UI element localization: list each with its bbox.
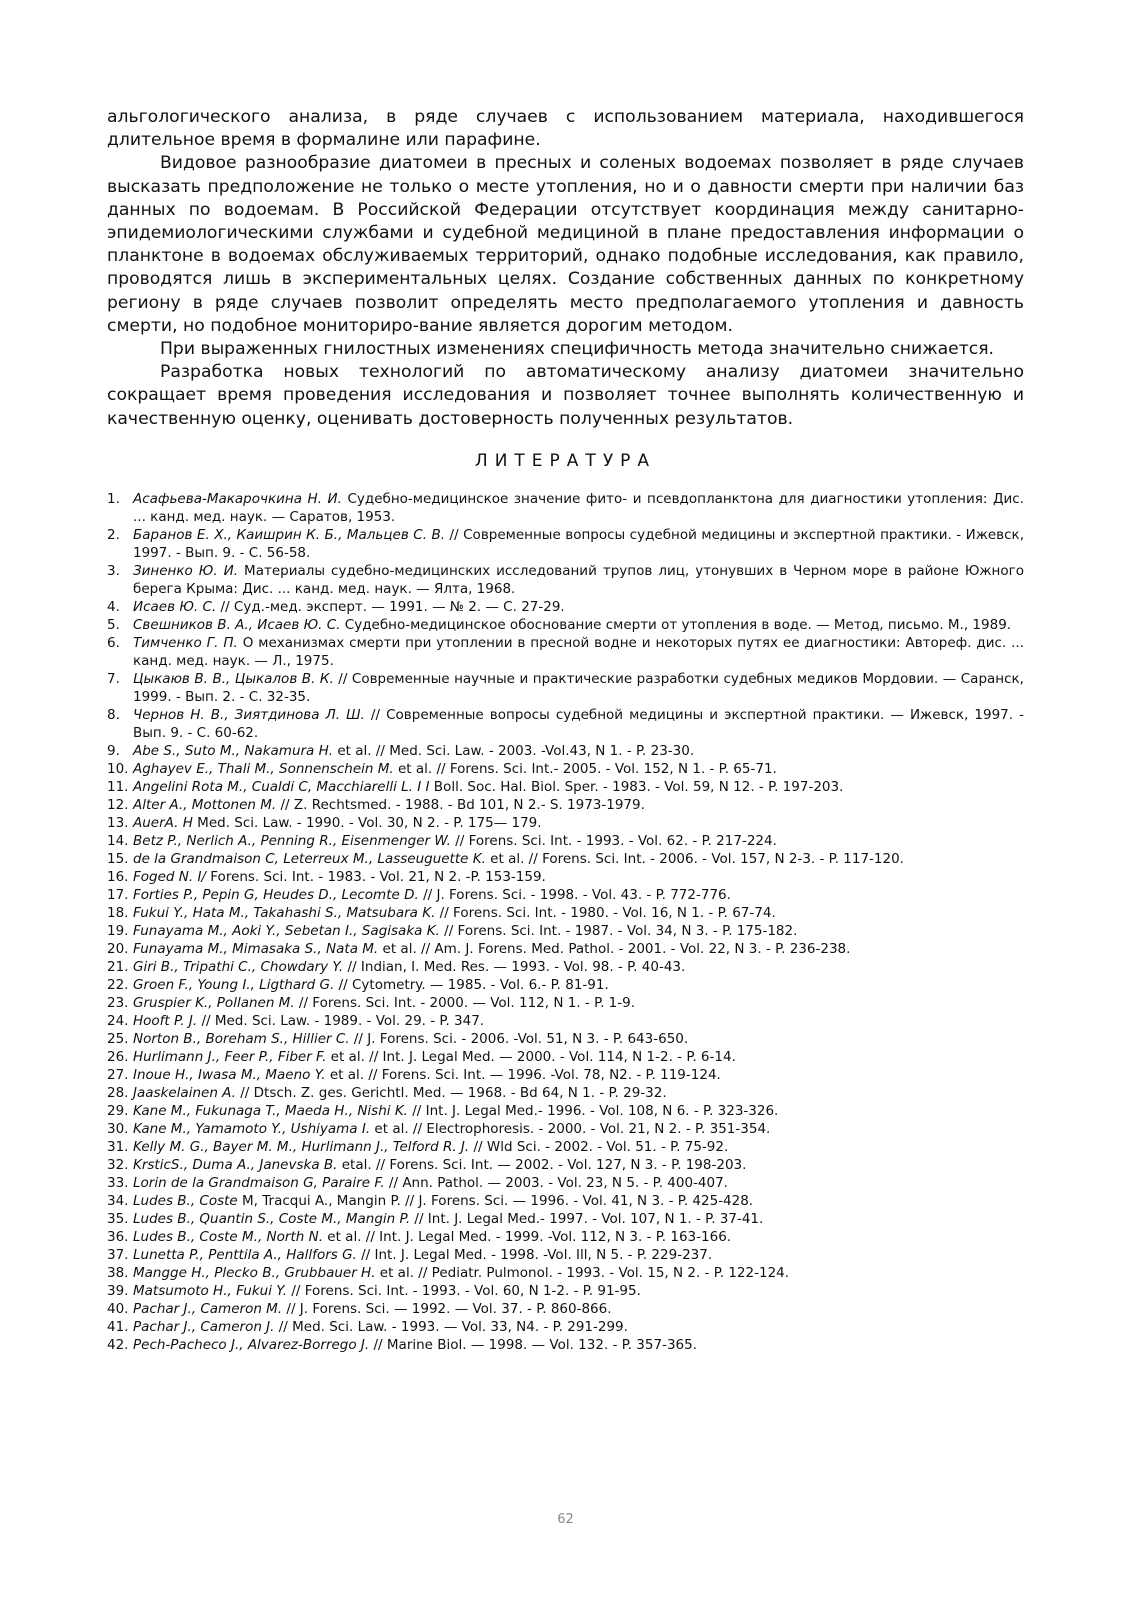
reference-number: 11. — [107, 778, 129, 795]
reference-text — [133, 796, 1024, 814]
reference-authors: Чернов Н. В., Зиятдинова Л. Ш. — [133, 706, 365, 723]
reference-source: // Современные вопросы судебной медицины и экспертной практики. — Ижевск, 1997. - Вып. 9. - С. 60-62. — [133, 706, 1025, 741]
reference-number: 12. — [107, 796, 129, 813]
reference-source: et al. // Med. Sci. Law. - 2003. -Vol.43, N 1. - P. 23-30. — [333, 742, 695, 759]
reference-text — [133, 886, 1024, 904]
reference-item — [107, 904, 1024, 922]
reference-text — [133, 1174, 1024, 1192]
reference-number: 40. — [107, 1300, 129, 1317]
reference-number: 16. — [107, 868, 129, 885]
reference-text — [133, 1030, 1024, 1048]
reference-item — [107, 598, 1024, 616]
reference-item — [107, 796, 1024, 814]
reference-source: О механизмах смерти при утоплении в пресной водне и некоторых путях ее диагностики: Автореф. дис. ... канд. мед. наук. — Л., 1975. — [133, 634, 1024, 669]
reference-number: 22. — [107, 976, 129, 993]
reference-authors: Jaaskelainen A. — [133, 1084, 236, 1101]
paragraph: Разработка новых технологий по автоматическому анализу диатомеи значительно сокращает время проведения исследования и позволяет точнее выполнять количественную и качественную оценку, оценивать достоверность полученных результатов. — [107, 362, 1024, 429]
reference-authors: Norton B., Boreham S., Hillier C. — [133, 1030, 350, 1047]
reference-source: Материалы судебно-медицинских исследований трупов лиц, утонувших в Черном море в районе Южного берега Крыма: Дис. ... канд. мед. наук. — Ялта, 1968. — [133, 562, 1024, 597]
reference-text — [133, 1102, 1024, 1120]
reference-number: 4. — [107, 598, 120, 615]
reference-source: et al. // Forens. Sci. Int.- 2005. - Vol. 152, N 1. - P. 65-71. — [393, 760, 777, 777]
reference-item — [107, 562, 1024, 598]
reference-number: 18. — [107, 904, 129, 921]
reference-item — [107, 976, 1024, 994]
reference-text — [133, 778, 1024, 796]
reference-authors: Forties P., Pepin G, Heudes D., Lecomte D. — [133, 886, 419, 903]
reference-text — [133, 814, 1024, 832]
reference-number: 41. — [107, 1318, 129, 1335]
reference-text — [133, 1210, 1024, 1228]
reference-authors: Inoue H., Iwasa M., Maeno Y. — [133, 1066, 326, 1083]
reference-source: // Forens. Sci. Int. - 1993. - Vol. 60, N 1-2. - P. 91-95. — [287, 1282, 641, 1299]
reference-source: // Wld Sci. - 2002. - Vol. 51. - P. 75-92. — [469, 1138, 729, 1155]
reference-item — [107, 1030, 1024, 1048]
reference-number: 15. — [107, 850, 129, 867]
reference-item — [107, 634, 1024, 670]
reference-authors: Ludes B., Coste M., North N. — [133, 1228, 323, 1245]
reference-authors: Pachar J., Cameron J. — [133, 1318, 275, 1335]
reference-authors: Groen F., Young I., Ligthard G. — [133, 976, 335, 993]
reference-authors: Цыкаюв В. В., Цыкалов В. К. — [133, 670, 334, 687]
reference-text — [133, 1282, 1024, 1300]
reference-item — [107, 706, 1024, 742]
paragraph: Видовое разнообразие диатомеи в пресных и соленых водоемах позволяет в ряде случаев высказать предположение не только о месте утопления, но и о давности смерти при наличии баз данных по водоемам. В Российской Федерации отсутствует координация между санитарно-эпидемиологическими службами и судебной медициной в плане предоставления информации о планктоне в водоемах обслуживаемых территорий, однако подобные исследования, как правило, проводятся лишь в экспериментальных целях. Создание собственных данных по конкретному региону в ряде случаев позволит определять место предполагаемого утопления и давность смерти, но подобное мониториро-вание является дорогим методом. — [107, 153, 1024, 336]
reference-authors: Баранов Е. Х., Каишрин К. Б., Мальцев С. В. — [133, 526, 446, 543]
page-body — [107, 106, 1024, 1354]
reference-authors: Ludes B., Quantin S., Coste M., Mangin P. — [133, 1210, 411, 1227]
reference-number: 34. — [107, 1192, 129, 1209]
reference-item — [107, 994, 1024, 1012]
reference-text — [133, 1336, 1024, 1354]
reference-number: 31. — [107, 1138, 129, 1155]
reference-text — [133, 1300, 1024, 1318]
reference-source: et al. // Am. J. Forens. Med. Pathol. - 2001. - Vol. 22, N 3. - P. 236-238. — [378, 940, 851, 957]
reference-source: // Indian, I. Med. Res. — 1993. - Vol. 98. - P. 40-43. — [343, 958, 686, 975]
reference-item — [107, 526, 1024, 562]
reference-item — [107, 670, 1024, 706]
reference-number: 32. — [107, 1156, 129, 1173]
reference-text — [133, 760, 1024, 778]
reference-authors: Alter A., Mottonen M. — [133, 796, 277, 813]
reference-text — [133, 850, 1024, 868]
reference-number: 10. — [107, 760, 129, 777]
reference-source: // Int. J. Legal Med. - 1998. -Vol. Ill, N 5. - P. 229-237. — [356, 1246, 713, 1263]
reference-source: Судебно-медицинское значение фито- и псевдопланктона для диагностики утопления: Дис. ... канд. мед. наук. — Саратов, 1953. — [133, 490, 1024, 525]
reference-number: 8. — [107, 706, 120, 723]
reference-text — [133, 832, 1024, 850]
reference-source: // Med. Sci. Law. - 1993. — Vol. 33, N4. - P. 291-299. — [274, 1318, 628, 1335]
reference-item — [107, 1102, 1024, 1120]
reference-item — [107, 1264, 1024, 1282]
reference-item — [107, 742, 1024, 760]
reference-authors: Hooft P. J. — [133, 1012, 198, 1029]
references-list — [107, 490, 1024, 1354]
reference-source: // Z. Rechtsmed. - 1988. - Bd 101, N 2.- S. 1973-1979. — [276, 796, 645, 813]
reference-source: // Forens. Sci. Int. - 2000. — Vol. 112, N 1. - P. 1-9. — [294, 994, 636, 1011]
reference-text — [133, 1264, 1024, 1282]
reference-authors: Lorin de la Grandmaison G, Paraire F. — [133, 1174, 385, 1191]
reference-text — [133, 1318, 1024, 1336]
reference-text — [133, 904, 1024, 922]
reference-text — [133, 706, 1024, 742]
reference-source: // Cytometry. — 1985. - Vol. 6.- P. 81-91. — [334, 976, 609, 993]
reference-authors: Kelly M. G., Bayer M. M., Hurlimann J., Telford R. J. — [133, 1138, 470, 1155]
reference-number: 38. — [107, 1264, 129, 1281]
reference-number: 5. — [107, 616, 120, 633]
reference-text — [133, 1066, 1024, 1084]
reference-text — [133, 1246, 1024, 1264]
reference-source: etal. // Forens. Sci. Int. — 2002. - Vol. 127, N 3. - P. 198-203. — [337, 1156, 747, 1173]
reference-item — [107, 760, 1024, 778]
reference-number: 19. — [107, 922, 129, 939]
reference-number: 37. — [107, 1246, 129, 1263]
references-heading: ЛИТЕРАТУРА — [474, 450, 657, 471]
reference-text — [133, 1048, 1024, 1066]
reference-number: 21. — [107, 958, 129, 975]
reference-authors: KrsticS., Duma A., Janevska B. — [133, 1156, 338, 1173]
reference-text — [133, 868, 1024, 886]
reference-authors: de la Grandmaison C, Leterreux M., Lasseuguette K. — [133, 850, 486, 867]
reference-number: 33. — [107, 1174, 129, 1191]
reference-authors: Тимченко Г. П. — [133, 634, 238, 651]
reference-authors: Abe S., Suto M., Nakamura H. — [133, 742, 334, 759]
reference-number: 17. — [107, 886, 129, 903]
reference-text — [133, 1228, 1024, 1246]
reference-item — [107, 1192, 1024, 1210]
reference-item — [107, 1012, 1024, 1030]
reference-authors: Funayama M., Mimasaka S., Nata M. — [133, 940, 379, 957]
reference-authors: Matsumoto H., Fukui Y. — [133, 1282, 288, 1299]
reference-authors: Hurlimann J., Feer P., Fiber F. — [133, 1048, 327, 1065]
reference-source: // Marine Biol. — 1998. — Vol. 132. - P. 357-365. — [369, 1336, 698, 1353]
reference-text — [133, 1138, 1024, 1156]
reference-authors: Foged N. I/ — [133, 868, 206, 885]
reference-number: 7. — [107, 670, 120, 687]
reference-authors: Зиненко Ю. И. — [133, 562, 239, 579]
reference-source: Forens. Sci. Int. - 1983. - Vol. 21, N 2. -P. 153-159. — [205, 868, 546, 885]
reference-authors: Исаев Ю. С. — [133, 598, 217, 615]
reference-number: 35. — [107, 1210, 129, 1227]
reference-source: // Dtsch. Z. ges. Gerichtl. Med. — 1968. - Bd 64, N 1. - P. 29-32. — [235, 1084, 667, 1101]
reference-number: 9. — [107, 742, 120, 759]
reference-item — [107, 940, 1024, 958]
reference-number: 13. — [107, 814, 129, 831]
reference-source: // Ann. Pathol. — 2003. - Vol. 23, N 5. - P. 400-407. — [384, 1174, 728, 1191]
reference-source: Med. Sci. Law. - 1990. - Vol. 30, N 2. - P. 175— 179. — [192, 814, 542, 831]
reference-authors: Pachar J., Cameron M. — [133, 1300, 283, 1317]
reference-source: et al. // Electrophoresis. - 2000. - Vol. 21, N 2. - P. 351-354. — [370, 1120, 771, 1137]
reference-text — [133, 940, 1024, 958]
reference-text — [133, 1192, 1024, 1210]
reference-number: 14. — [107, 832, 129, 849]
reference-number: 30. — [107, 1120, 129, 1137]
reference-number: 29. — [107, 1102, 129, 1119]
reference-number: 20. — [107, 940, 129, 957]
reference-number: 39. — [107, 1282, 129, 1299]
reference-number: 42. — [107, 1336, 129, 1353]
reference-number: 36. — [107, 1228, 129, 1245]
reference-authors: Mangge H., Plecko B., Grubbauer H. — [133, 1264, 376, 1281]
reference-item — [107, 832, 1024, 850]
paragraph: альгологического анализа, в ряде случаев с использованием материала, находившегося длительное время в формалине или парафине. — [107, 107, 1024, 151]
reference-number: 28. — [107, 1084, 129, 1101]
reference-authors: Свешников В. А., Исаев Ю. С. — [133, 616, 341, 633]
reference-text — [133, 976, 1024, 994]
reference-item — [107, 850, 1024, 868]
reference-number: 6. — [107, 634, 120, 651]
reference-item — [107, 1048, 1024, 1066]
reference-authors: Aghayev E., Thali M., Sonnenschein M. — [133, 760, 394, 777]
reference-text — [133, 1120, 1024, 1138]
reference-item — [107, 1156, 1024, 1174]
reference-source: et al. // Forens. Sci. Int. — 1996. -Vol. 78, N2. - P. 119-124. — [325, 1066, 721, 1083]
reference-text — [133, 1012, 1024, 1030]
reference-source: // J. Forens. Sci. - 2006. -Vol. 51, N 3. - P. 643-650. — [349, 1030, 689, 1047]
reference-item — [107, 1066, 1024, 1084]
reference-item — [107, 1246, 1024, 1264]
reference-text — [133, 598, 1024, 616]
reference-text — [133, 958, 1024, 976]
reference-item — [107, 1282, 1024, 1300]
reference-item — [107, 1138, 1024, 1156]
reference-authors: Fukui Y., Hata M., Takahashi S., Matsubara K. — [133, 904, 436, 921]
reference-text — [133, 634, 1024, 670]
reference-item — [107, 958, 1024, 976]
reference-source: Boll. Soc. Hal. Biol. Sper. - 1983. - Vol. 59, N 12. - P. 197-203. — [429, 778, 844, 795]
reference-authors: Асафьева-Макарочкина Н. И. — [133, 490, 342, 507]
reference-item — [107, 1120, 1024, 1138]
reference-item — [107, 1336, 1024, 1354]
reference-source: // J. Forens. Sci. - 1998. - Vol. 43. - P. 772-776. — [418, 886, 731, 903]
reference-source: et al. // Int. J. Legal Med. - 1999. -Vol. 112, N 3. - P. 163-166. — [322, 1228, 732, 1245]
reference-item — [107, 1210, 1024, 1228]
reference-source: // Int. J. Legal Med.- 1996. - Vol. 108, N 6. - P. 323-326. — [407, 1102, 779, 1119]
reference-number: 27. — [107, 1066, 129, 1083]
reference-item — [107, 1318, 1024, 1336]
reference-authors: Giri B., Tripathi C., Chowdary Y. — [133, 958, 344, 975]
reference-source: // Forens. Sci. Int. - 1993. - Vol. 62. - P. 217-224. — [450, 832, 777, 849]
reference-text — [133, 1084, 1024, 1102]
reference-authors: Betz P., Nerlich A., Penning R., Eisenmenger W. — [133, 832, 451, 849]
paragraph: При выраженных гнилостных изменениях специфичность метода значительно снижается. — [160, 339, 995, 360]
reference-source: Судебно-медицинское обоснование смерти от утопления в воде. — Метод, письмо. М., 1989. — [340, 616, 1012, 633]
reference-source: et al. // Forens. Sci. Int. - 2006. - Vol. 157, N 2-3. - P. 117-120. — [485, 850, 904, 867]
reference-item — [107, 886, 1024, 904]
reference-text — [133, 526, 1024, 562]
reference-authors: Gruspier K., Pollanen M. — [133, 994, 295, 1011]
reference-source: et al. // Pediatr. Pulmonol. - 1993. - Vol. 15, N 2. - P. 122-124. — [375, 1264, 790, 1281]
reference-source: // Med. Sci. Law. - 1989. - Vol. 29. - P. 347. — [197, 1012, 485, 1029]
reference-number: 2. — [107, 526, 120, 543]
reference-text — [133, 616, 1024, 634]
reference-source: M, Tracqui A., Mangin P. // J. Forens. Sci. — 1996. - Vol. 41, N 3. - P. 425-428. — [237, 1192, 754, 1209]
body-text — [107, 106, 1024, 431]
reference-authors: Kane M., Yamamoto Y., Ushiyama I. — [133, 1120, 371, 1137]
reference-item — [107, 1084, 1024, 1102]
reference-source: // Современные научные и практические разработки судебных медиков Мордовии. — Саранск, 1999. - Вып. 2. - С. 32-35. — [133, 670, 1024, 705]
reference-source: // Суд.-мед. эксперт. — 1991. — № 2. — С. 27-29. — [216, 598, 565, 615]
reference-item — [107, 922, 1024, 940]
reference-item — [107, 1228, 1024, 1246]
reference-text — [133, 742, 1024, 760]
reference-item — [107, 490, 1024, 526]
reference-text — [133, 1156, 1024, 1174]
reference-text — [133, 670, 1024, 706]
reference-source: // Int. J. Legal Med.- 1997. - Vol. 107, N 1. - P. 37-41. — [410, 1210, 764, 1227]
reference-source: // Forens. Sci. Int. - 1980. - Vol. 16, N 1. - P. 67-74. — [435, 904, 776, 921]
reference-text — [133, 490, 1024, 526]
reference-authors: Kane M., Fukunaga T., Maeda H., Nishi K. — [133, 1102, 408, 1119]
reference-number: 25. — [107, 1030, 129, 1047]
reference-authors: Lunetta P., Penttila A., Hallfors G. — [133, 1246, 357, 1263]
reference-number: 26. — [107, 1048, 129, 1065]
reference-item — [107, 814, 1024, 832]
reference-authors: Funayama M., Aoki Y., Sebetan I., Sagisaka K. — [133, 922, 440, 939]
reference-source: // J. Forens. Sci. — 1992. — Vol. 37. - P. 860-866. — [282, 1300, 612, 1317]
reference-number: 24. — [107, 1012, 129, 1029]
reference-number: 1. — [107, 490, 120, 507]
reference-item — [107, 1300, 1024, 1318]
reference-text — [133, 994, 1024, 1012]
reference-text — [133, 922, 1024, 940]
reference-authors: Ludes B., Coste — [133, 1192, 238, 1209]
reference-authors: AuerA. H — [133, 814, 193, 831]
reference-source: et al. // Int. J. Legal Med. — 2000. - Vol. 114, N 1-2. - P. 6-14. — [326, 1048, 736, 1065]
reference-item — [107, 1174, 1024, 1192]
reference-authors: Angelini Rota M., Cualdi C, Macchiarelli L. I I — [133, 778, 430, 795]
reference-item — [107, 616, 1024, 634]
reference-source: // Современные вопросы судебной медицины и экспертной практики. - Ижевск, 1997. - Вып. 9. - С. 56-58. — [133, 526, 1025, 561]
reference-text — [133, 562, 1024, 598]
reference-number: 3. — [107, 562, 120, 579]
reference-number: 23. — [107, 994, 129, 1011]
reference-source: // Forens. Sci. Int. - 1987. - Vol. 34, N 3. - P. 175-182. — [439, 922, 798, 939]
reference-item — [107, 868, 1024, 886]
reference-authors: Pech-Pacheco J., Alvarez-Borrego J. — [133, 1336, 370, 1353]
reference-item — [107, 778, 1024, 796]
page-number: 62 — [557, 1512, 574, 1527]
